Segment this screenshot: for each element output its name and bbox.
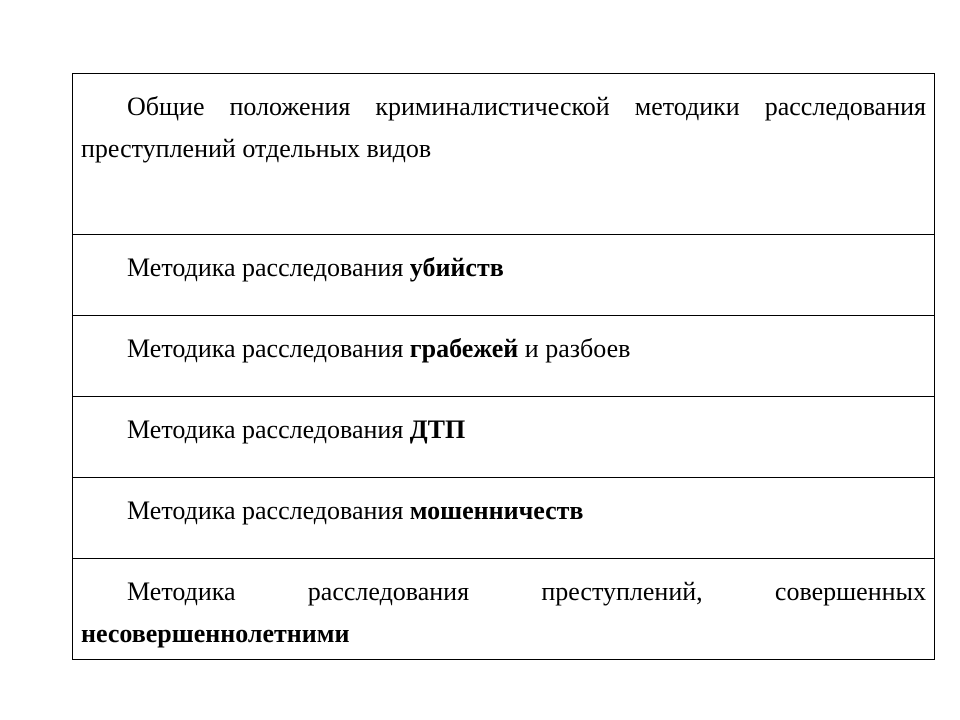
topic-keyword: мошенничеств xyxy=(409,496,584,525)
topic-keyword: несовершеннолетними xyxy=(81,619,350,648)
topic-cell-traffic-accidents xyxy=(73,397,935,478)
topic-cell-juveniles xyxy=(73,559,935,660)
topic-keyword: убийств xyxy=(409,253,504,282)
table-row xyxy=(73,316,935,397)
topic-prefix: Методика расследования преступлений, совершенных xyxy=(127,577,926,606)
table-row xyxy=(73,559,935,660)
topic-prefix: Методика расследования xyxy=(127,334,410,363)
table-row xyxy=(73,478,935,559)
table-row xyxy=(73,74,935,235)
table-row xyxy=(73,235,935,316)
topic-cell-fraud xyxy=(73,478,935,559)
topic-prefix: Методика расследования xyxy=(127,415,410,444)
topic-prefix: Методика расследования xyxy=(127,496,410,525)
topic-keyword: ДТП xyxy=(409,415,466,444)
topic-keyword: грабежей xyxy=(409,334,519,363)
topic-cell-general xyxy=(73,74,935,235)
topic-text: Общие положения криминалистической методики расследования преступлений отдельных видов xyxy=(81,92,926,163)
topic-cell-robberies xyxy=(73,316,935,397)
topic-suffix: и разбоев xyxy=(518,334,631,363)
topic-prefix: Методика расследования xyxy=(127,253,410,282)
topics-table xyxy=(72,73,935,660)
topic-cell-murders xyxy=(73,235,935,316)
table-row xyxy=(73,397,935,478)
